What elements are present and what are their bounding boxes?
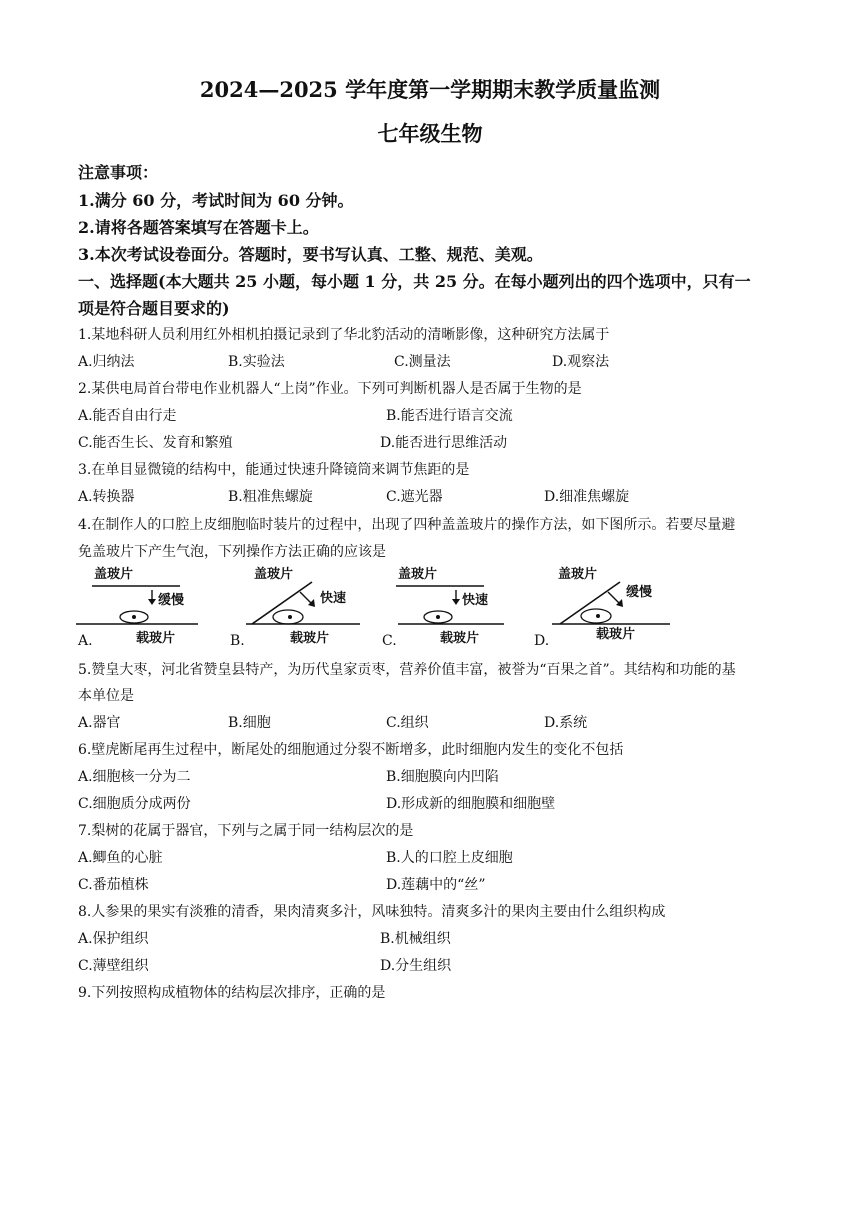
figure-a-letter: A.: [78, 633, 93, 649]
question-3-option-b: B.粗准焦螺旋: [228, 489, 313, 505]
figure-a-slide-label: 载玻片: [136, 631, 176, 646]
coverslip-diagram-c: [380, 562, 530, 652]
question-2-option-c: C.能否生长、发育和繁殖: [78, 435, 233, 451]
down-arrow-icon: [300, 592, 312, 604]
question-2-stem: 2.某供电局首台带电作业机器人“上岗”作业。下列可判断机器人是否属于生物的是: [78, 381, 582, 397]
note-item-3: 3.本次考试设卷面分。答题时，要书写认真、工整、规范、美观。: [78, 245, 543, 264]
question-8-option-b: B.机械组织: [380, 931, 451, 947]
figure-b-slide-label: 载玻片: [290, 631, 330, 646]
cell-dot-icon: [132, 615, 136, 619]
question-4-stem-line2: 免盖玻片下产生气泡，下列操作方法正确的应该是: [78, 544, 386, 560]
question-6-option-a: A.细胞核一分为二: [78, 769, 191, 785]
question-4-stem-line1: 4.在制作人的口腔上皮细胞临时装片的过程中，出现了四种盖盖玻片的操作方法，如下图所示。若要尽量避: [78, 517, 736, 533]
arrow-head-icon: [452, 599, 460, 605]
cell-dot-icon: [288, 615, 292, 619]
question-6-option-c: C.细胞质分成两份: [78, 796, 191, 812]
figure-b-letter: B.: [230, 633, 245, 649]
figure-option-d: [534, 562, 684, 652]
figure-option-b: [228, 562, 378, 652]
coverslip-diagram-d: [534, 562, 684, 652]
question-7-option-a: A.鲫鱼的心脏: [78, 850, 163, 866]
question-1-option-a: A.归纳法: [78, 354, 135, 370]
cell-dot-icon: [596, 614, 600, 618]
figure-c-speed-label: 快速: [462, 593, 489, 608]
cell-dot-icon: [436, 615, 440, 619]
question-1-option-b: B.实验法: [228, 354, 285, 370]
figure-b-cover-label: 盖玻片: [254, 567, 294, 582]
question-1-stem: 1.某地科研人员利用红外相机拍摄记录到了华北豹活动的清晰影像，这种研究方法属于: [78, 327, 610, 343]
arrow-head-icon: [148, 599, 156, 605]
coverslip-diagram-b: [228, 562, 378, 652]
section-heading-line2: 项是符合题目要求的): [78, 299, 230, 318]
figure-c-letter: C.: [382, 633, 397, 649]
question-3-stem: 3.在单目显微镜的结构中，能通过快速升降镜筒来调节焦距的是: [78, 462, 470, 478]
question-7-stem: 7.梨树的花属于器官，下列与之属于同一结构层次的是: [78, 823, 414, 839]
question-5-option-a: A.器官: [78, 715, 121, 731]
question-3-option-d: D.细准焦螺旋: [544, 489, 630, 505]
question-5-option-d: D.系统: [544, 715, 588, 731]
figure-option-c: [380, 562, 530, 652]
question-8-option-a: A.保护组织: [78, 931, 149, 947]
figure-d-cover-label: 盖玻片: [558, 567, 598, 582]
question-5-option-c: C.组织: [386, 715, 429, 731]
figure-option-a: [76, 562, 226, 652]
question-8-stem: 8.人参果的果实有淡雅的清香，果肉清爽多汁，风味独特。清爽多汁的果肉主要由什么组织构成: [78, 904, 666, 920]
note-item-1: 1.满分 60 分，考试时间为 60 分钟。: [78, 191, 354, 210]
question-2-option-d: D.能否进行思维活动: [380, 435, 508, 451]
question-7-option-c: C.番茄植株: [78, 877, 149, 893]
exam-title: 2024—2025 学年度第一学期期末教学质量监测: [199, 77, 661, 102]
question-5-stem-line2: 本单位是: [78, 688, 134, 704]
section-heading-line1: 一、选择题(本大题共 25 小题，每小题 1 分，共 25 分。在每小题列出的四个选项中，只有一: [78, 272, 751, 291]
question-3-option-a: A.转换器: [78, 489, 135, 505]
question-6-option-d: D.形成新的细胞膜和细胞壁: [386, 796, 556, 812]
question-6-stem: 6.壁虎断尾再生过程中，断尾处的细胞通过分裂不断增多，此时细胞内发生的变化不包括: [78, 742, 624, 758]
figure-c-cover-label: 盖玻片: [398, 567, 438, 582]
coverslip-diagram-a: [76, 562, 226, 652]
question-2-option-b: B.能否进行语言交流: [386, 408, 513, 424]
question-3-option-c: C.遮光器: [386, 489, 443, 505]
question-7-option-d: D.莲藕中的“丝”: [386, 877, 486, 893]
question-8-option-c: C.薄壁组织: [78, 958, 149, 974]
figure-a-cover-label: 盖玻片: [94, 567, 134, 582]
figure-d-speed-label: 缓慢: [626, 585, 653, 600]
notes-heading: 注意事项：: [78, 163, 159, 182]
down-arrow-icon: [608, 592, 620, 604]
note-item-2: 2.请将各题答案填写在答题卡上。: [78, 218, 319, 237]
question-5-stem-line1: 5.赞皇大枣，河北省赞皇县特产，为历代皇家贡枣，营养价值丰富，被誉为“百果之首”。其结构和功能的基: [78, 662, 736, 678]
question-5-option-b: B.细胞: [228, 715, 271, 731]
question-8-option-d: D.分生组织: [380, 958, 452, 974]
exam-subtitle: 七年级生物: [377, 121, 483, 146]
question-1-option-d: D.观察法: [552, 354, 610, 370]
figure-a-speed-label: 缓慢: [158, 593, 185, 608]
figure-d-letter: D.: [534, 633, 550, 649]
question-1-option-c: C.测量法: [394, 354, 451, 370]
question-7-option-b: B.人的口腔上皮细胞: [386, 850, 513, 866]
question-2-option-a: A.能否自由行走: [78, 408, 177, 424]
question-6-option-b: B.细胞膜向内凹陷: [386, 769, 499, 785]
figure-b-speed-label: 快速: [320, 591, 347, 606]
figure-c-slide-label: 载玻片: [440, 631, 480, 646]
question-9-stem: 9.下列按照构成植物体的结构层次排序，正确的是: [78, 985, 386, 1001]
figure-d-slide-label: 载玻片: [596, 627, 636, 642]
